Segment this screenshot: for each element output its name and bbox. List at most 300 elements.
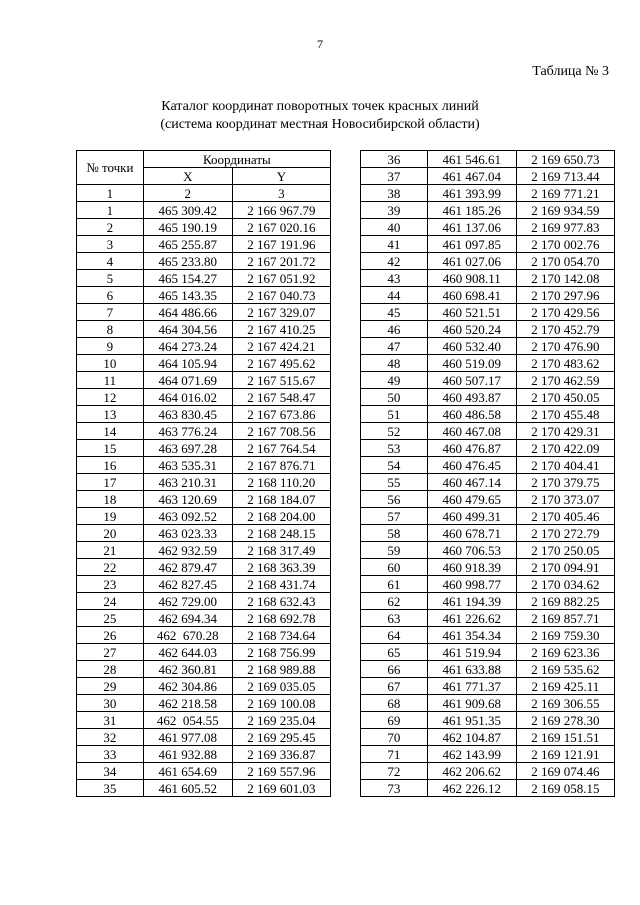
point-number-cell: 20 [77, 525, 144, 542]
y-coordinate-cell: 2 168 692.78 [232, 610, 330, 627]
y-coordinate-cell: 2 168 756.99 [232, 644, 330, 661]
header-index-3: 3 [232, 185, 330, 202]
x-coordinate-cell: 460 467.08 [427, 423, 516, 440]
table-row [77, 542, 331, 559]
y-coordinate-cell: 2 170 422.09 [516, 440, 614, 457]
table-row [361, 644, 615, 661]
x-coordinate-cell: 462 879.47 [143, 559, 232, 576]
y-coordinate-cell: 2 169 278.30 [516, 712, 614, 729]
x-coordinate-cell: 464 071.69 [143, 372, 232, 389]
point-number-cell: 58 [361, 525, 428, 542]
x-coordinate-cell: 465 190.19 [143, 219, 232, 236]
caption-line-2: (система координат местная Новосибирской области) [160, 117, 480, 132]
point-number-cell: 25 [77, 610, 144, 627]
y-coordinate-cell: 2 169 151.51 [516, 729, 614, 746]
point-number-cell: 19 [77, 508, 144, 525]
table-row [361, 559, 615, 576]
y-coordinate-cell: 2 167 708.56 [232, 423, 330, 440]
table-row [361, 423, 615, 440]
table-row [77, 474, 331, 491]
table-row [77, 372, 331, 389]
y-coordinate-cell: 2 169 306.55 [516, 695, 614, 712]
table-row [361, 270, 615, 287]
y-coordinate-cell: 2 168 632.43 [232, 593, 330, 610]
table-row [361, 746, 615, 763]
point-number-cell: 38 [361, 185, 428, 202]
table-row [77, 780, 331, 797]
point-number-cell: 65 [361, 644, 428, 661]
table-row [77, 644, 331, 661]
point-number-cell: 2 [77, 219, 144, 236]
table-row [77, 678, 331, 695]
x-coordinate-cell: 463 830.45 [143, 406, 232, 423]
y-coordinate-cell: 2 169 425.11 [516, 678, 614, 695]
x-coordinate-cell: 462 694.34 [143, 610, 232, 627]
table-row [361, 406, 615, 423]
y-coordinate-cell: 2 169 623.36 [516, 644, 614, 661]
point-number-cell: 63 [361, 610, 428, 627]
point-number-cell: 40 [361, 219, 428, 236]
x-coordinate-cell: 460 479.65 [427, 491, 516, 508]
point-number-cell: 69 [361, 712, 428, 729]
table-row [77, 304, 331, 321]
point-number-cell: 57 [361, 508, 428, 525]
table-row [77, 457, 331, 474]
point-number-cell: 18 [77, 491, 144, 508]
y-coordinate-cell: 2 170 297.96 [516, 287, 614, 304]
point-number-cell: 72 [361, 763, 428, 780]
table-row [361, 457, 615, 474]
y-coordinate-cell: 2 170 452.79 [516, 321, 614, 338]
y-coordinate-cell: 2 170 379.75 [516, 474, 614, 491]
table-label: Таблица № 3 [532, 64, 609, 79]
point-number-cell: 28 [77, 661, 144, 678]
x-coordinate-cell: 461 467.04 [427, 168, 516, 185]
y-coordinate-cell: 2 167 515.67 [232, 372, 330, 389]
point-number-cell: 64 [361, 627, 428, 644]
x-coordinate-cell: 462 360.81 [143, 661, 232, 678]
y-coordinate-cell: 2 170 250.05 [516, 542, 614, 559]
x-coordinate-cell: 461 137.06 [427, 219, 516, 236]
point-number-cell: 48 [361, 355, 428, 372]
header-y: Y [232, 168, 330, 185]
y-coordinate-cell: 2 168 734.64 [232, 627, 330, 644]
y-coordinate-cell: 2 169 857.71 [516, 610, 614, 627]
table-row [77, 593, 331, 610]
y-coordinate-cell: 2 167 040.73 [232, 287, 330, 304]
table-row [361, 185, 615, 202]
point-number-cell: 23 [77, 576, 144, 593]
y-coordinate-cell: 2 167 051.92 [232, 270, 330, 287]
table-row [77, 661, 331, 678]
y-coordinate-cell: 2 167 764.54 [232, 440, 330, 457]
point-number-cell: 36 [361, 151, 428, 168]
point-number-cell: 46 [361, 321, 428, 338]
x-coordinate-cell: 462 644.03 [143, 644, 232, 661]
y-coordinate-cell: 2 170 373.07 [516, 491, 614, 508]
point-number-cell: 3 [77, 236, 144, 253]
table-row [361, 780, 615, 797]
x-coordinate-cell: 465 154.27 [143, 270, 232, 287]
table-row [77, 559, 331, 576]
x-coordinate-cell: 461 909.68 [427, 695, 516, 712]
x-coordinate-cell: 460 476.45 [427, 457, 516, 474]
y-coordinate-cell: 2 169 035.05 [232, 678, 330, 695]
y-coordinate-cell: 2 170 450.05 [516, 389, 614, 406]
y-coordinate-cell: 2 169 557.96 [232, 763, 330, 780]
point-number-cell: 45 [361, 304, 428, 321]
x-coordinate-cell: 462 143.99 [427, 746, 516, 763]
x-coordinate-cell: 460 706.53 [427, 542, 516, 559]
table-row [361, 372, 615, 389]
table-row [361, 321, 615, 338]
table-row [361, 304, 615, 321]
x-coordinate-cell: 460 908.11 [427, 270, 516, 287]
y-coordinate-cell: 2 170 094.91 [516, 559, 614, 576]
y-coordinate-cell: 2 167 020.16 [232, 219, 330, 236]
x-coordinate-cell: 465 233.80 [143, 253, 232, 270]
point-number-cell: 42 [361, 253, 428, 270]
y-coordinate-cell: 2 168 317.49 [232, 542, 330, 559]
point-number-cell: 56 [361, 491, 428, 508]
x-coordinate-cell: 460 476.87 [427, 440, 516, 457]
table-row [77, 763, 331, 780]
y-coordinate-cell: 2 170 429.31 [516, 423, 614, 440]
table-row [361, 389, 615, 406]
x-coordinate-cell: 460 499.31 [427, 508, 516, 525]
y-coordinate-cell: 2 167 329.07 [232, 304, 330, 321]
y-coordinate-cell: 2 167 191.96 [232, 236, 330, 253]
y-coordinate-cell: 2 170 455.48 [516, 406, 614, 423]
point-number-cell: 67 [361, 678, 428, 695]
y-coordinate-cell: 2 168 363.39 [232, 559, 330, 576]
y-coordinate-cell: 2 168 989.88 [232, 661, 330, 678]
x-coordinate-cell: 460 918.39 [427, 559, 516, 576]
point-number-cell: 50 [361, 389, 428, 406]
table-row [361, 610, 615, 627]
point-number-cell: 9 [77, 338, 144, 355]
point-number-cell: 32 [77, 729, 144, 746]
y-coordinate-cell: 2 167 424.21 [232, 338, 330, 355]
y-coordinate-cell: 2 168 110.20 [232, 474, 330, 491]
y-coordinate-cell: 2 169 771.21 [516, 185, 614, 202]
header-index-2: 2 [143, 185, 232, 202]
left-table-body [77, 202, 331, 797]
x-coordinate-cell: 460 520.24 [427, 321, 516, 338]
y-coordinate-cell: 2 169 074.46 [516, 763, 614, 780]
y-coordinate-cell: 2 169 535.62 [516, 661, 614, 678]
point-number-cell: 41 [361, 236, 428, 253]
table-row [361, 695, 615, 712]
point-number-cell: 13 [77, 406, 144, 423]
y-coordinate-cell: 2 169 058.15 [516, 780, 614, 797]
x-coordinate-cell: 462 054.55 [143, 712, 232, 729]
point-number-cell: 12 [77, 389, 144, 406]
x-coordinate-cell: 462 827.45 [143, 576, 232, 593]
x-coordinate-cell: 460 467.14 [427, 474, 516, 491]
y-coordinate-cell: 2 168 204.00 [232, 508, 330, 525]
x-coordinate-cell: 464 304.56 [143, 321, 232, 338]
point-number-cell: 27 [77, 644, 144, 661]
x-coordinate-cell: 465 143.35 [143, 287, 232, 304]
y-coordinate-cell: 2 169 977.83 [516, 219, 614, 236]
x-coordinate-cell: 460 507.17 [427, 372, 516, 389]
y-coordinate-cell: 2 170 002.76 [516, 236, 614, 253]
point-number-cell: 8 [77, 321, 144, 338]
x-coordinate-cell: 463 023.33 [143, 525, 232, 542]
point-number-cell: 47 [361, 338, 428, 355]
x-coordinate-cell: 463 210.31 [143, 474, 232, 491]
table-caption [0, 98, 640, 134]
table-row [361, 168, 615, 185]
y-coordinate-cell: 2 167 410.25 [232, 321, 330, 338]
table-row [361, 729, 615, 746]
point-number-cell: 7 [77, 304, 144, 321]
x-coordinate-cell: 461 605.52 [143, 780, 232, 797]
point-number-cell: 16 [77, 457, 144, 474]
table-row [77, 508, 331, 525]
table-row [361, 474, 615, 491]
y-coordinate-cell: 2 170 476.90 [516, 338, 614, 355]
table-row [77, 746, 331, 763]
table-row [361, 661, 615, 678]
table-row [361, 576, 615, 593]
y-coordinate-cell: 2 170 429.56 [516, 304, 614, 321]
header-row [77, 151, 331, 168]
x-coordinate-cell: 464 486.66 [143, 304, 232, 321]
y-coordinate-cell: 2 170 142.08 [516, 270, 614, 287]
point-number-cell: 24 [77, 593, 144, 610]
x-coordinate-cell: 464 105.94 [143, 355, 232, 372]
y-coordinate-cell: 2 167 673.86 [232, 406, 330, 423]
x-coordinate-cell: 461 546.61 [427, 151, 516, 168]
y-coordinate-cell: 2 169 235.04 [232, 712, 330, 729]
x-coordinate-cell: 462 729.00 [143, 593, 232, 610]
table-row [361, 355, 615, 372]
table-row [77, 406, 331, 423]
point-number-cell: 31 [77, 712, 144, 729]
point-number-cell: 35 [77, 780, 144, 797]
table-row [77, 287, 331, 304]
y-coordinate-cell: 2 169 759.30 [516, 627, 614, 644]
point-number-cell: 62 [361, 593, 428, 610]
point-number-cell: 26 [77, 627, 144, 644]
x-coordinate-cell: 461 097.85 [427, 236, 516, 253]
point-number-cell: 14 [77, 423, 144, 440]
point-number-cell: 6 [77, 287, 144, 304]
x-coordinate-cell: 461 519.94 [427, 644, 516, 661]
x-coordinate-cell: 460 521.51 [427, 304, 516, 321]
table-row [77, 236, 331, 253]
table-row [361, 151, 615, 168]
table-row [77, 491, 331, 508]
coordinates-table-left [76, 150, 331, 797]
y-coordinate-cell: 2 169 336.87 [232, 746, 330, 763]
table-row [77, 423, 331, 440]
y-coordinate-cell: 2 167 876.71 [232, 457, 330, 474]
point-number-cell: 66 [361, 661, 428, 678]
point-number-cell: 54 [361, 457, 428, 474]
table-row [361, 236, 615, 253]
y-coordinate-cell: 2 170 404.41 [516, 457, 614, 474]
right-table-body [361, 151, 615, 797]
table-row [361, 287, 615, 304]
table-row [361, 491, 615, 508]
table-row [361, 678, 615, 695]
x-coordinate-cell: 462 218.58 [143, 695, 232, 712]
header-coordinates: Координаты [143, 151, 330, 168]
point-number-cell: 51 [361, 406, 428, 423]
table-row [77, 712, 331, 729]
x-coordinate-cell: 463 535.31 [143, 457, 232, 474]
table-row [77, 338, 331, 355]
point-number-cell: 4 [77, 253, 144, 270]
y-coordinate-cell: 2 169 882.25 [516, 593, 614, 610]
x-coordinate-cell: 460 698.41 [427, 287, 516, 304]
x-coordinate-cell: 461 194.39 [427, 593, 516, 610]
x-coordinate-cell: 460 532.40 [427, 338, 516, 355]
y-coordinate-cell: 2 169 650.73 [516, 151, 614, 168]
table-row [361, 219, 615, 236]
x-coordinate-cell: 462 206.62 [427, 763, 516, 780]
table-row [77, 610, 331, 627]
y-coordinate-cell: 2 170 034.62 [516, 576, 614, 593]
y-coordinate-cell: 2 170 272.79 [516, 525, 614, 542]
point-number-cell: 68 [361, 695, 428, 712]
table-row [77, 729, 331, 746]
point-number-cell: 33 [77, 746, 144, 763]
table-row [361, 593, 615, 610]
point-number-cell: 59 [361, 542, 428, 559]
table-row [361, 440, 615, 457]
table-row [77, 355, 331, 372]
point-number-cell: 17 [77, 474, 144, 491]
point-number-cell: 22 [77, 559, 144, 576]
x-coordinate-cell: 461 393.99 [427, 185, 516, 202]
table-row [361, 763, 615, 780]
x-coordinate-cell: 462 226.12 [427, 780, 516, 797]
table-row [77, 627, 331, 644]
point-number-cell: 73 [361, 780, 428, 797]
y-coordinate-cell: 2 169 100.08 [232, 695, 330, 712]
x-coordinate-cell: 461 226.62 [427, 610, 516, 627]
x-coordinate-cell: 463 092.52 [143, 508, 232, 525]
point-number-cell: 71 [361, 746, 428, 763]
table-row [77, 202, 331, 219]
y-coordinate-cell: 2 170 054.70 [516, 253, 614, 270]
header-index-1: 1 [77, 185, 144, 202]
y-coordinate-cell: 2 167 495.62 [232, 355, 330, 372]
x-coordinate-cell: 461 654.69 [143, 763, 232, 780]
table-row [77, 219, 331, 236]
point-number-cell: 1 [77, 202, 144, 219]
y-coordinate-cell: 2 167 201.72 [232, 253, 330, 270]
x-coordinate-cell: 461 977.08 [143, 729, 232, 746]
table-row [77, 253, 331, 270]
x-coordinate-cell: 462 670.28 [143, 627, 232, 644]
table-row [77, 270, 331, 287]
y-coordinate-cell: 2 169 713.44 [516, 168, 614, 185]
y-coordinate-cell: 2 169 601.03 [232, 780, 330, 797]
x-coordinate-cell: 462 932.59 [143, 542, 232, 559]
point-number-cell: 52 [361, 423, 428, 440]
y-coordinate-cell: 2 169 934.59 [516, 202, 614, 219]
table-row [361, 627, 615, 644]
x-coordinate-cell: 461 633.88 [427, 661, 516, 678]
point-number-cell: 55 [361, 474, 428, 491]
table-row [77, 440, 331, 457]
x-coordinate-cell: 464 273.24 [143, 338, 232, 355]
x-coordinate-cell: 461 951.35 [427, 712, 516, 729]
point-number-cell: 29 [77, 678, 144, 695]
point-number-cell: 37 [361, 168, 428, 185]
table-row [77, 321, 331, 338]
point-number-cell: 60 [361, 559, 428, 576]
point-number-cell: 39 [361, 202, 428, 219]
y-coordinate-cell: 2 170 483.62 [516, 355, 614, 372]
table-row [77, 389, 331, 406]
coordinates-table-right [360, 150, 615, 797]
point-number-cell: 44 [361, 287, 428, 304]
table-row [361, 712, 615, 729]
table-row [77, 695, 331, 712]
y-coordinate-cell: 2 170 462.59 [516, 372, 614, 389]
y-coordinate-cell: 2 170 405.46 [516, 508, 614, 525]
point-number-cell: 61 [361, 576, 428, 593]
table-row [361, 202, 615, 219]
table-row [361, 542, 615, 559]
x-coordinate-cell: 461 185.26 [427, 202, 516, 219]
caption-line-1: Каталог координат поворотных точек красных линий [161, 99, 479, 114]
point-number-cell: 53 [361, 440, 428, 457]
x-coordinate-cell: 460 519.09 [427, 355, 516, 372]
y-coordinate-cell: 2 168 248.15 [232, 525, 330, 542]
x-coordinate-cell: 460 493.87 [427, 389, 516, 406]
x-coordinate-cell: 462 304.86 [143, 678, 232, 695]
x-coordinate-cell: 463 697.28 [143, 440, 232, 457]
table-row [77, 525, 331, 542]
y-coordinate-cell: 2 166 967.79 [232, 202, 330, 219]
table-row [361, 508, 615, 525]
header-row-index [77, 185, 331, 202]
x-coordinate-cell: 464 016.02 [143, 389, 232, 406]
point-number-cell: 34 [77, 763, 144, 780]
x-coordinate-cell: 461 771.37 [427, 678, 516, 695]
point-number-cell: 11 [77, 372, 144, 389]
x-coordinate-cell: 461 932.88 [143, 746, 232, 763]
x-coordinate-cell: 460 998.77 [427, 576, 516, 593]
table-row [361, 338, 615, 355]
table-row [361, 253, 615, 270]
page-number: 7 [317, 37, 323, 51]
y-coordinate-cell: 2 168 184.07 [232, 491, 330, 508]
header-x: X [143, 168, 232, 185]
x-coordinate-cell: 461 027.06 [427, 253, 516, 270]
x-coordinate-cell: 462 104.87 [427, 729, 516, 746]
point-number-cell: 49 [361, 372, 428, 389]
point-number-cell: 5 [77, 270, 144, 287]
x-coordinate-cell: 465 255.87 [143, 236, 232, 253]
point-number-cell: 10 [77, 355, 144, 372]
x-coordinate-cell: 463 776.24 [143, 423, 232, 440]
x-coordinate-cell: 461 354.34 [427, 627, 516, 644]
table-row [77, 576, 331, 593]
x-coordinate-cell: 463 120.69 [143, 491, 232, 508]
header-point-number: № точки [77, 151, 144, 185]
x-coordinate-cell: 460 486.58 [427, 406, 516, 423]
point-number-cell: 21 [77, 542, 144, 559]
point-number-cell: 15 [77, 440, 144, 457]
